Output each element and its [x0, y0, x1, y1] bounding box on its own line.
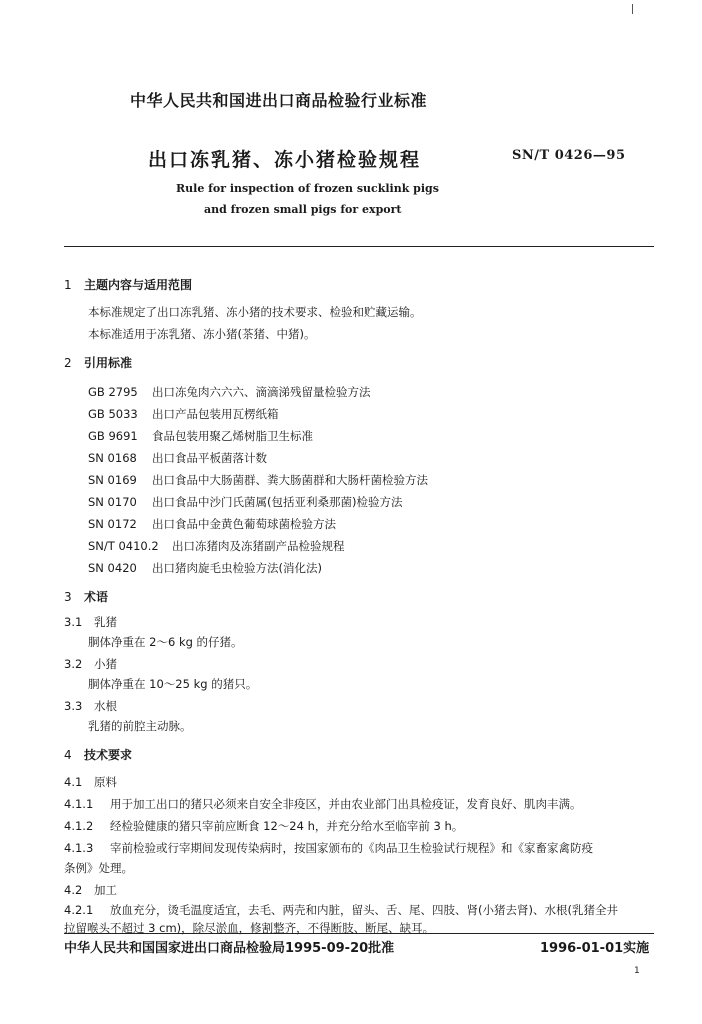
reference-title: 出口食品中大肠菌群、粪大肠菌群和大肠杆菌检验方法	[152, 473, 428, 487]
section-1-heading	[64, 276, 192, 293]
reference-code: GB 9691	[88, 429, 138, 443]
clause-text: 放血充分，烫毛温度适宜，去毛、两壳和内脏，留头、舌、尾、四肢、肾(小猪去肾)、水根(乳猪全井	[110, 903, 618, 917]
reference-title: 出口产品包装用瓦楞纸箱	[152, 407, 279, 421]
document-title-en-line2: and frozen small pigs for export	[204, 203, 402, 216]
reference-code: SN 0168	[88, 451, 137, 465]
term-name: 水根	[94, 699, 117, 713]
reference-item	[88, 472, 428, 488]
reference-title: 食品包装用聚乙烯树脂卫生标准	[152, 429, 313, 443]
section-3-heading	[64, 588, 108, 605]
section-number: 2	[64, 356, 72, 370]
clause-number: 4.2.1	[64, 903, 94, 917]
effective-date: 1996-01-01实施	[540, 941, 650, 956]
clause-text: 宰前检验或行宰期间发现传染病时，按国家颁布的《肉品卫生检验试行规程》和《家畜家禽防疫	[110, 841, 593, 855]
subsection-4-1	[64, 774, 117, 790]
clause-number: 4.1.2	[64, 819, 94, 833]
reference-item	[88, 450, 267, 466]
clause-4-2-1-continued: 拉留喉头不超过 3 cm)，除尽淤血，修割整齐，不得断肢、断尾、缺耳。	[64, 921, 435, 935]
standard-type-header: 中华人民共和国进出口商品检验行业标准	[130, 91, 428, 110]
term-number: 3.1	[64, 615, 83, 629]
reference-item	[88, 494, 402, 510]
reference-title: 出口猪肉旋毛虫检验方法(消化法)	[152, 561, 322, 575]
term-definition: 胴体净重在 2～6 kg 的仔猪。	[88, 635, 243, 649]
subsection-4-2	[64, 882, 117, 898]
term-number: 3.2	[64, 657, 83, 671]
section-1-para-2: 本标准适用于冻乳猪、冻小猪(茶猪、中猪)。	[88, 327, 316, 341]
section-number: 3	[64, 590, 72, 604]
reference-code: SN 0170	[88, 495, 137, 509]
reference-item	[88, 428, 313, 444]
reference-item	[88, 538, 345, 554]
reference-code: SN 0169	[88, 473, 137, 487]
term-heading	[64, 698, 117, 714]
subsection-title: 加工	[94, 883, 117, 897]
section-number: 4	[64, 748, 72, 762]
header-divider	[64, 246, 654, 247]
term-name: 小猪	[94, 657, 117, 671]
term-definition: 胴体净重在 10～25 kg 的猪只。	[88, 677, 258, 691]
document-title-cn: 出口冻乳猪、冻小猪检验规程	[148, 149, 422, 171]
reference-item	[88, 406, 279, 422]
section-2-heading	[64, 354, 132, 371]
clause-4-2-1	[64, 902, 618, 918]
reference-item	[88, 560, 322, 576]
reference-item	[88, 384, 371, 400]
clause-4-1-3	[64, 840, 593, 856]
subsection-number: 4.1	[64, 775, 83, 789]
section-title: 主题内容与适用范围	[84, 278, 193, 292]
reference-title: 出口冻猪肉及冻猪副产品检验规程	[172, 539, 345, 553]
clause-number: 4.1.3	[64, 841, 94, 855]
term-heading	[64, 614, 117, 630]
footer-divider	[64, 933, 654, 934]
reference-title: 出口食品平板菌落计数	[152, 451, 267, 465]
subsection-title: 原料	[94, 775, 117, 789]
subsection-number: 4.2	[64, 883, 83, 897]
term-heading	[64, 656, 117, 672]
clause-text: 经检验健康的猪只宰前应断食 12～24 h，并充分给水至临宰前 3 h。	[110, 819, 464, 833]
section-1-para-1: 本标准规定了出口冻乳猪、冻小猪的技术要求、检验和贮藏运输。	[88, 305, 422, 319]
reference-item	[88, 516, 336, 532]
section-title: 技术要求	[84, 748, 133, 762]
scan-mark	[632, 4, 633, 14]
term-definition: 乳猪的前腔主动脉。	[88, 719, 192, 733]
section-number: 1	[64, 278, 72, 292]
term-number: 3.3	[64, 699, 83, 713]
section-4-heading	[64, 746, 132, 763]
page-number: 1	[634, 966, 640, 976]
reference-code: SN 0172	[88, 517, 137, 531]
approval-statement: 中华人民共和国国家进出口商品检验局1995-09-20批准	[64, 941, 395, 956]
reference-title: 出口冻兔肉六六六、滴滴涕残留量检验方法	[152, 385, 371, 399]
reference-code: SN 0420	[88, 561, 137, 575]
reference-title: 出口食品中沙门氏菌属(包括亚利桑那菌)检验方法	[152, 495, 403, 509]
document-title-en-line1: Rule for inspection of frozen sucklink pigs	[176, 182, 439, 195]
reference-title: 出口食品中金黄色葡萄球菌检验方法	[152, 517, 336, 531]
section-title: 引用标准	[84, 356, 133, 370]
reference-code: GB 5033	[88, 407, 138, 421]
reference-code: GB 2795	[88, 385, 138, 399]
reference-code: SN/T 0410.2	[88, 539, 159, 553]
standard-code: SN/T 0426—95	[512, 148, 626, 163]
clause-4-1-2	[64, 818, 463, 834]
clause-4-1-1	[64, 796, 582, 812]
clause-4-1-3-continued: 条例》处理。	[64, 861, 133, 875]
clause-text: 用于加工出口的猪只必须来自安全非疫区，并由农业部门出具检疫证，发育良好、肌肉丰满。	[110, 797, 582, 811]
clause-number: 4.1.1	[64, 797, 94, 811]
section-title: 术语	[84, 590, 109, 604]
term-name: 乳猪	[94, 615, 117, 629]
